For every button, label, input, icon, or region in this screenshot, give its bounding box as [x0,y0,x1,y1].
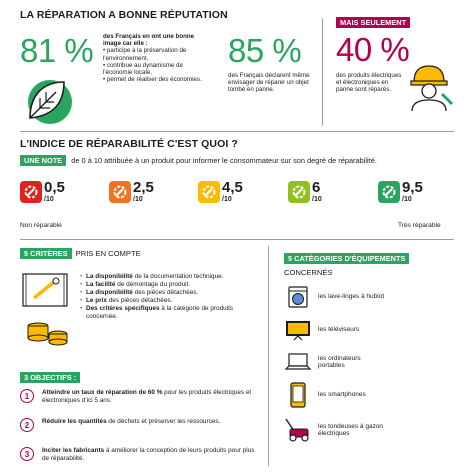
criteres-title-rest: PRIS EN COMPTE [75,249,141,258]
criteres-badge: 5 CRITÈRES [20,248,72,259]
list-item [284,346,464,378]
score-item [378,180,423,203]
objectif-number: 2 [20,418,34,432]
score-denominator: /10 [312,196,322,203]
criteres-illustration [20,272,74,352]
stat-3-text: des produits électriques et électroniques en panne sont réparés. [336,72,402,94]
categories-title [284,248,409,277]
stat-81-percent: 81 % [20,32,94,69]
score-value: 2,5 [133,179,154,196]
score-denominator: /10 [222,196,232,203]
list-item: • La disponibilité des pièces détachées. [80,289,245,297]
label-tres-reparable: Très réparable [398,222,441,229]
divider [268,246,269,466]
wrench-gear-icon [20,181,42,203]
score-scale [20,180,454,220]
lawnmower-icon [284,419,312,441]
label-non-reparable: Non réparable [20,222,62,229]
list-item [284,280,464,314]
categories-list [284,280,464,448]
category-label: les lave-linges à hublot [318,293,385,301]
list-item [284,378,464,412]
list-item: • Des critères spécifiques à la catégorie de produits concernée. [80,305,245,321]
mais-seulement-badge: MAIS SEULEMENT [336,17,410,28]
score-denominator: /10 [402,196,412,203]
objectif-number: 1 [20,389,34,403]
objectif-number: 3 [20,447,34,461]
score-value: 6 [312,179,321,196]
wrench-gear-icon [288,181,310,203]
indice-note-text: de 0 à 10 attribuée à un produit pour informer le consommateur sur son degré de réparabilité. [71,156,377,165]
score-item [198,180,243,203]
laptop-icon [284,351,312,373]
objectif-item: 1 Atteindre un taux de réparation de 60 % pour les produits électriques et électroniques d'ici 5 ans. [20,389,260,404]
indice-title: L'INDICE DE RÉPARABILITÉ C'EST QUOI ? [20,138,238,150]
criteres-title [20,248,141,259]
score-item [288,180,322,203]
category-label: les smartphones [318,391,366,399]
category-label: les tondeuses à gazon électriques [318,422,384,437]
objectif-item: 2 Réduire les quantités de déchets et préserver les ressources. [20,418,260,432]
score-item [109,180,154,203]
list-item: • La disponibilité de la documentation technique. [80,273,245,281]
objectifs-badge: 3 OBJECTIFS : [20,372,80,383]
repairman-icon [404,60,454,112]
stat-40-percent: 40 % [336,31,410,68]
category-label: les ordinateurs portables [318,354,361,369]
categories-title-line2: CONCERNÉS [284,268,333,277]
leaf-icon [22,74,74,126]
page-title: LA RÉPARATION A BONNE RÉPUTATION [20,9,228,21]
tv-icon [284,319,312,341]
score-value: 0,5 [44,179,65,196]
smartphone-icon [284,384,312,406]
stat-1-bullet: • participe à la préservation de l'environnement, [103,47,187,62]
divider [20,131,454,132]
objectifs-title [20,372,80,383]
list-item [284,314,464,346]
wrench-gear-icon [378,181,400,203]
score-item [20,180,65,203]
list-item: • La facilité de démontage du produit. [80,281,245,289]
objectif-item: 3 Inciter les fabricants à améliorer la conception de leurs produits pour plus de réparabilité. [20,447,260,462]
une-note-badge: UNE NOTE [20,155,66,166]
score-value: 4,5 [222,179,243,196]
score-denominator: /10 [133,196,143,203]
criteres-list [80,273,245,321]
indice-note-line [20,155,377,166]
stat-1-lead: des Français en ont une bonne image car elle : [103,33,195,48]
list-item: • Le prix des pièces détachées. [80,297,245,305]
washing-machine-icon [284,286,312,308]
stat-1-bullet: • permet de réaliser des économies. [103,76,202,84]
stat-85-percent: 85 % [228,32,302,69]
wrench-gear-icon [198,181,220,203]
list-item [284,412,464,448]
divider [322,18,323,126]
stat-2-text: des Français déclarent même envisager de réparer un objet tombé en panne. [228,72,310,94]
score-denominator: /10 [44,196,54,203]
divider [20,239,454,240]
stat-1-text [103,33,203,83]
wrench-gear-icon [109,181,131,203]
stat-1-bullet: • contribue au dynamisme de l'économie locale, [103,61,183,77]
score-value: 9,5 [402,179,423,196]
category-label: les téléviseurs [318,326,360,334]
categories-badge: 5 CATÉGORIES D'ÉQUIPEMENTS [284,253,409,264]
